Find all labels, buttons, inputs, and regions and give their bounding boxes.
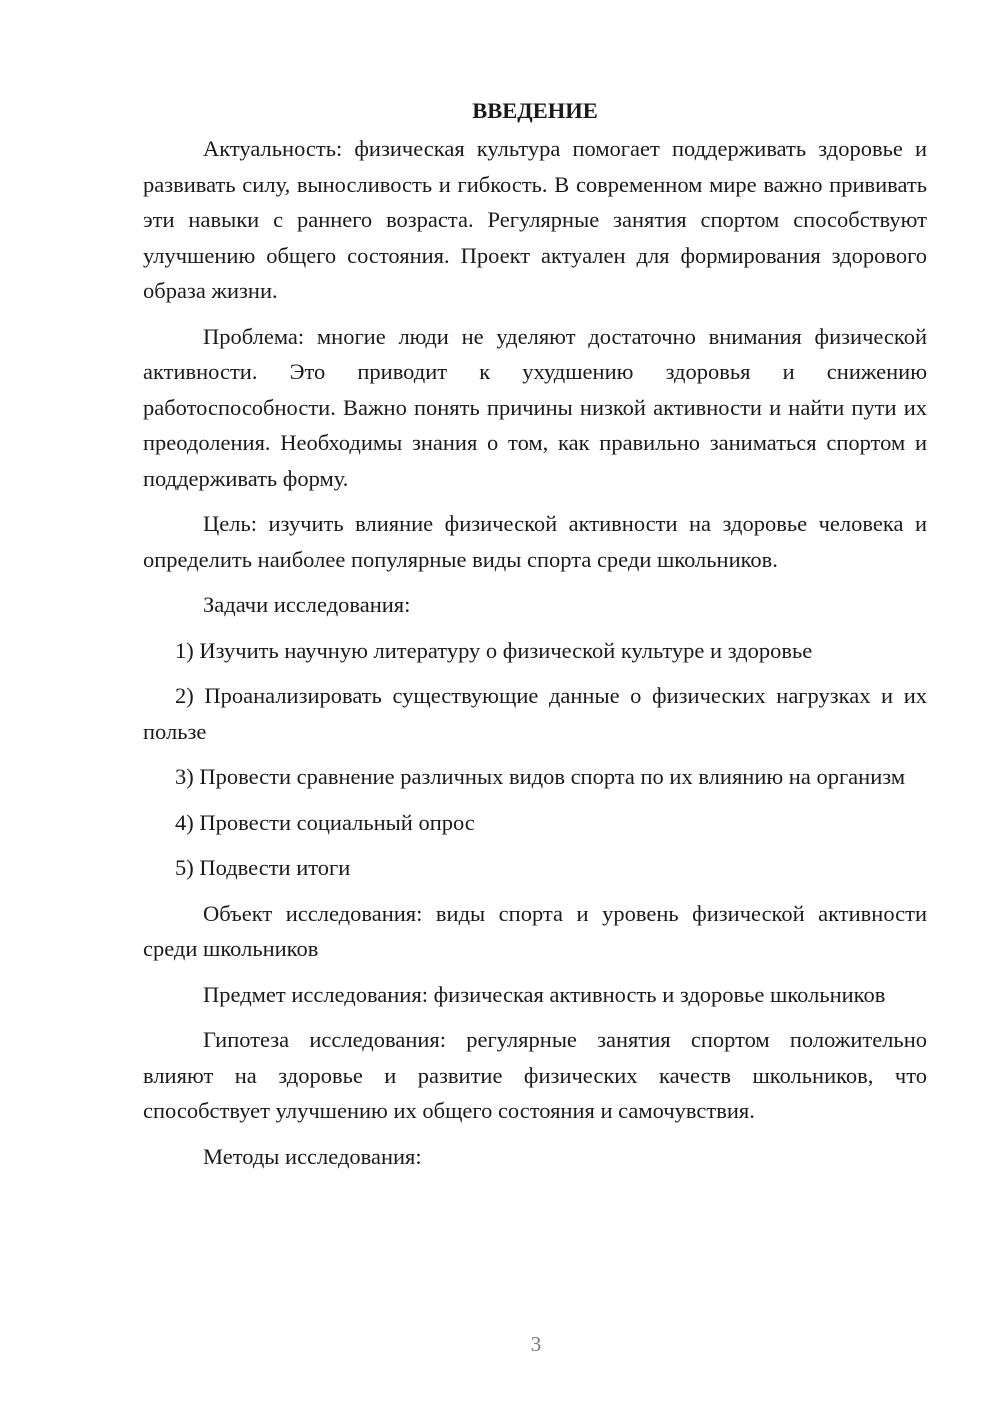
tasks-label: Задачи исследования: bbox=[203, 592, 411, 617]
hypothesis-paragraph: Гипотеза исследования: регулярные занятия спортом положительно влияют на здоровье и развитие физических качеств школьников, что способствует улучшению их общего состояния и самочувствия. bbox=[143, 1027, 927, 1123]
section-heading: ВВЕДЕНИЕ bbox=[472, 98, 598, 123]
relevance-paragraph: Актуальность: физическая культура помогает поддерживать здоровье и развивать силу, выносливость и гибкость. В современном мире важно прививать эти навыки с раннего возраста. Регулярные занятия спортом способствуют улучшению общего состояния. Проект актуален для формирования здорового образа жизни. bbox=[143, 136, 927, 303]
task-item-1: 1) Изучить научную литературу о физической культуре и здоровье bbox=[175, 637, 813, 663]
task-item-4: 4) Провести социальный опрос bbox=[175, 809, 475, 835]
task-item-5: 5) Подвести итоги bbox=[175, 855, 351, 880]
subject-paragraph: Предмет исследования: физическая активность и здоровье школьников bbox=[203, 981, 886, 1007]
task-item-2: 2) Проанализировать существующие данные о физических нагрузках и их пользе bbox=[143, 683, 927, 744]
problem-paragraph: Проблема: многие люди не уделяют достаточно внимания физической активности. Это приводит к ухудшению здоровья и снижению работоспособности. Важно понять причины низкой активности и найти пути их преодоления. Необходимы знания о том, как правильно заниматься спортом и поддерживать форму. bbox=[143, 323, 927, 491]
object-paragraph: Объект исследования: виды спорта и уровень физической активности среди школьников bbox=[143, 900, 927, 961]
methods-label: Методы исследования: bbox=[203, 1143, 422, 1169]
page-number: 3 bbox=[530, 1332, 542, 1356]
task-item-3: 3) Провести сравнение различных видов спорта по их влиянию на организм bbox=[175, 764, 906, 789]
page-content bbox=[143, 93, 927, 1184]
goal-paragraph: Цель: изучить влияние физической активности на здоровье человека и определить наиболее популярные виды спорта среди школьников. bbox=[143, 511, 927, 572]
